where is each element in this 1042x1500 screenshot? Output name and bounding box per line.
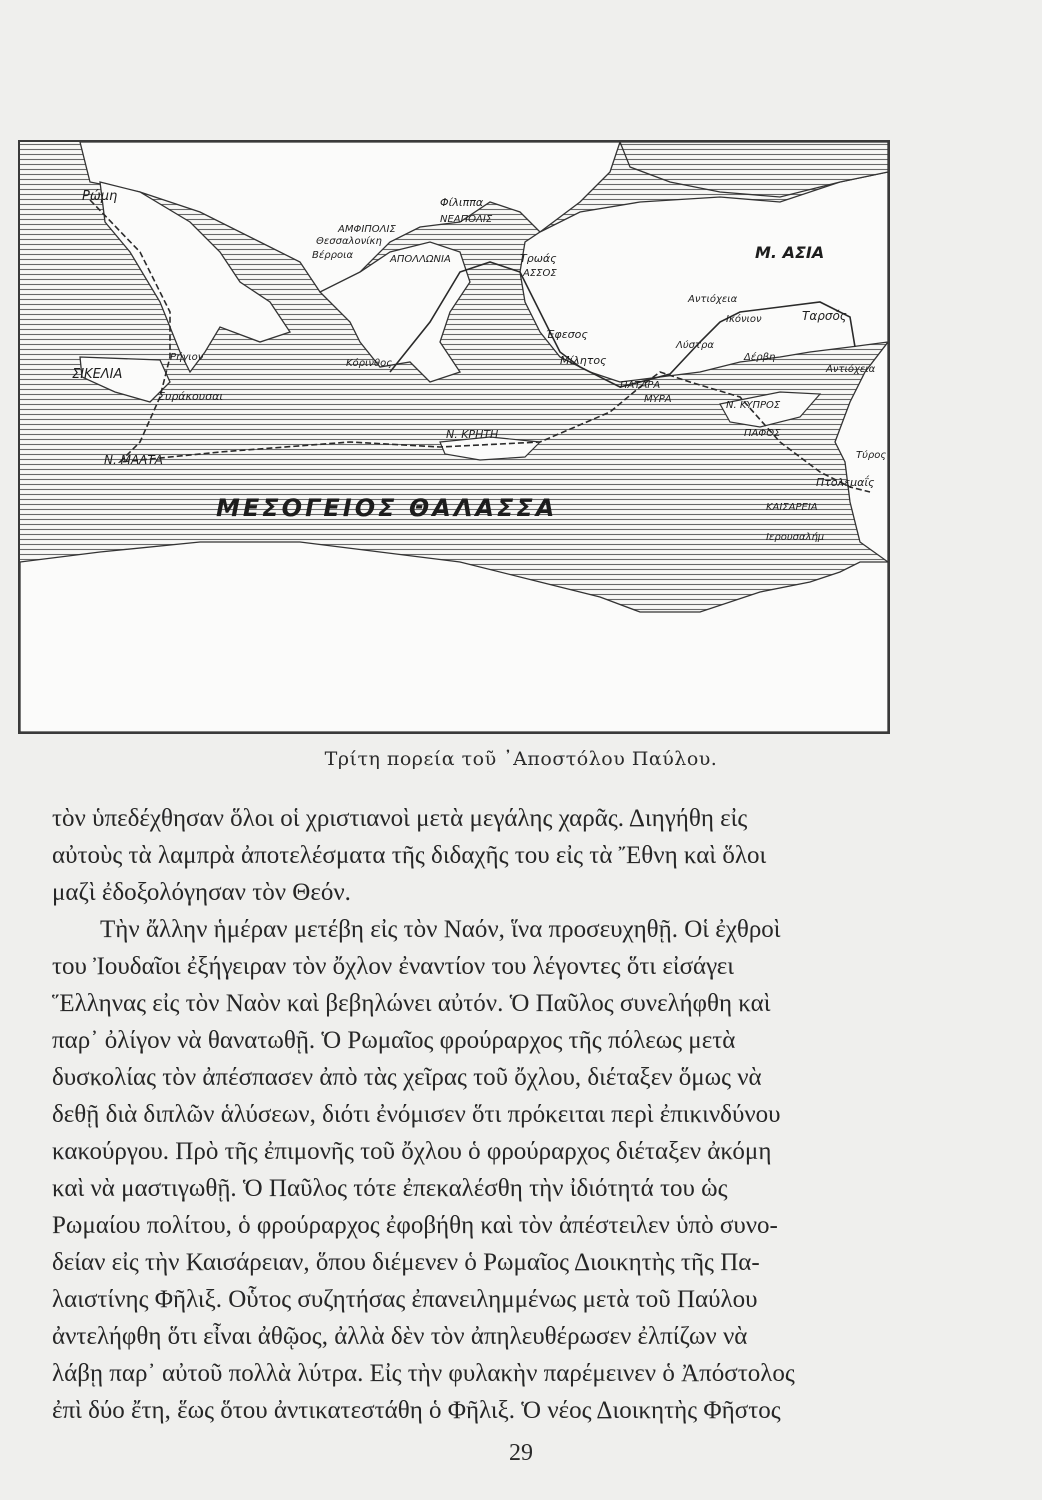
body-text: [52, 800, 910, 1429]
text-line: κακούργου. Πρὸ τῆς ἐπιμονῆς τοῦ ὄχλου ὁ φρούραρχος διέταξεν ἀκόμη: [52, 1138, 772, 1165]
label-ikonion: Ικόνιον: [726, 314, 762, 325]
text-line: τὸν ὑπεδέχθησαν ὅλοι οἱ χριστιανοὶ μετὰ μεγάλης χαρᾶς. Διηγήθη εἰς: [52, 805, 748, 832]
figure-caption: Τρίτη πορεία τοῦ ᾿Αποστόλου Παύλου.: [324, 748, 718, 770]
label-rigion: Ρήγιον: [170, 352, 204, 363]
label-malta: Ν. ΜΑΛΤΑ: [104, 453, 163, 467]
text-line: αὐτοὺς τὰ λαμπρὰ ἀποτελέσματα τῆς διδαχῆς του εἰς τὰ Ἔθνη καὶ ὅλοι: [52, 842, 767, 869]
text-line: δείαν εἰς τὴν Καισάρειαν, ὅπου διέμενεν ὁ Ρωμαῖος Διοικητὴς τῆς Πα-: [52, 1249, 760, 1276]
text-line: δεθῇ διὰ διπλῶν ἁλύσεων, διότι ἐνόμισεν ὅτι πρόκειται περὶ ἐπικινδύνου: [52, 1101, 781, 1128]
text-line: Ἕλληνας εἰς τὸν Ναὸν καὶ βεβηλώνει αὐτόν. Ὁ Παῦλος συνελήφθη καὶ: [52, 990, 771, 1017]
label-antiocheia: Αντιόχεια: [688, 294, 738, 305]
text-line: του Ἰουδαῖοι ἐξήγειραν τὸν ὄχλον ἐναντίον του λέγοντες ὅτι εἰσάγει: [52, 953, 734, 980]
label-antiocheia-syria: Αντιόχεια: [826, 364, 876, 375]
text-line: δυσκολίας τὸν ἀπέσπασεν ἀπὸ τὰς χεῖρας τοῦ ὄχλου, διέταξεν ὅμως νὰ: [52, 1064, 762, 1091]
label-miletos: Μίλητος: [560, 354, 607, 367]
map-figure: [18, 140, 890, 734]
label-korinthos: Κόρινθος: [346, 358, 393, 369]
label-syracuse: Συράκουσαι: [158, 390, 224, 403]
text-line: λαιστίνης Φῆλιξ. Οὗτος συζητήσας ἐπανειλημμένως μετὰ τοῦ Παύλου: [52, 1286, 758, 1313]
label-ephesos: Έφεσος: [546, 328, 588, 341]
label-patara: ΠΑΤΑΡΑ: [620, 380, 661, 391]
label-myra: ΜΥΡΑ: [644, 394, 672, 405]
page-number: 29: [509, 1440, 533, 1466]
label-troas: Τρωάς: [520, 252, 557, 265]
label-kaisareia: ΚΑΙΣΑΡΕΙΑ: [766, 502, 818, 513]
text-line: παρ᾿ ὀλίγον νὰ θανατωθῇ. Ὁ Ρωμαῖος φρούραρχος τῆς πόλεως μετὰ: [52, 1027, 736, 1054]
text-line: Τὴν ἄλλην ἡμέραν μετέβη εἰς τὸν Ναόν, ἵνα προσευχηθῇ. Οἱ ἐχθροὶ: [100, 916, 781, 943]
text-line: καὶ νὰ μαστιγωθῇ. Ὁ Παῦλος τότε ἐπεκαλέσθη τὴν ἰδιότητά του ὡς: [52, 1175, 728, 1202]
label-mediterranean-sea: ΜΕΣΟΓΕΙΟΣ ΘΑΛΑΣΣΑ: [216, 494, 558, 522]
route-map: [20, 142, 888, 732]
text-line: λάβῃ παρ᾿ αὐτοῦ πολλὰ λύτρα. Εἰς τὴν φυλακὴν παρέμεινεν ὁ Ἀπόστολος: [52, 1360, 795, 1387]
label-assos: ΑΣΣΟΣ: [523, 268, 557, 279]
label-neapolis: ΝΕΑΠΟΛΙΣ: [440, 214, 493, 225]
label-thessaloniki: Θεσσαλονίκη: [316, 236, 382, 247]
label-lystra: Λύστρα: [676, 340, 714, 351]
label-apollonia: ΑΠΟΛΛΩΝΙΑ: [390, 254, 451, 265]
label-verroia: Βέρροια: [312, 250, 354, 261]
text-line: ἐπὶ δύο ἔτη, ἕως ὅτου ἀντικατεστάθη ὁ Φῆλιξ. Ὁ νέος Διοικητὴς Φῆστος: [52, 1397, 781, 1424]
label-cyprus: Ν. ΚΥΠΡΟΣ: [726, 400, 781, 411]
text-line: Ρωμαίου πολίτου, ὁ φρούραρχος ἐφοβήθη καὶ τὸν ἀπέστειλεν ὑπὸ συνο-: [52, 1212, 778, 1239]
label-paphos: ΠΑΦΟΣ: [744, 428, 781, 439]
label-ptolemais: Πτολεμαΐς: [816, 476, 875, 489]
label-tyros: Τύρος: [856, 450, 887, 461]
label-amphipolis: ΑΜΦΙΠΟΛΙΣ: [338, 224, 396, 235]
text-line: ἀντελήφθη ὅτι εἶναι ἀθῷος, ἀλλὰ δὲν τὸν ἀπηλευθέρωσεν ἐλπίζων νὰ: [52, 1323, 748, 1350]
label-asia-minor: Μ. ΑΣΙΑ: [755, 243, 825, 262]
label-tarsos: Ταρσός: [802, 309, 847, 323]
label-philippi: Φίλιππα: [440, 196, 484, 209]
text-line: μαζὶ ἐδοξολόγησαν τὸν Θεόν.: [52, 879, 351, 906]
label-derbi: Δέρβη: [744, 352, 776, 363]
label-rome: Ρώμη: [82, 189, 118, 204]
label-sicily: ΣΙΚΕΛΙΑ: [72, 367, 123, 382]
label-crete: Ν. ΚΡΗΤΗ: [446, 428, 499, 441]
label-ierousalim: Ιερουσαλήμ: [766, 532, 825, 543]
